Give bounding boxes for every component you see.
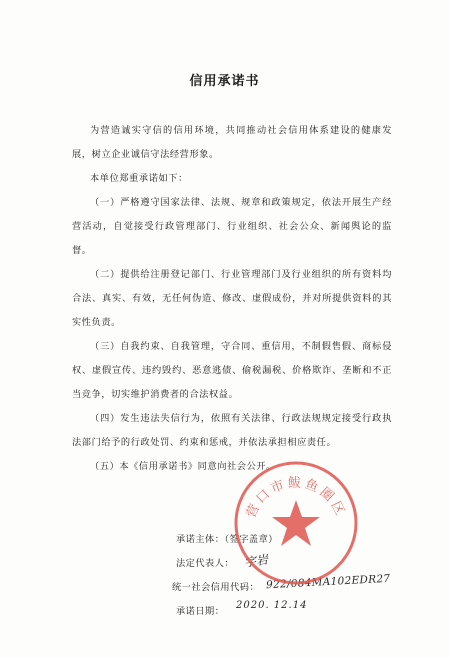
official-seal (231, 458, 361, 588)
subject-label: 承诺主体：（签字盖章） (176, 534, 278, 545)
seal-star (272, 500, 320, 546)
document-title: 信用承诺书 (189, 74, 260, 89)
seal-text: 营口市鲅鱼圈区 (243, 476, 349, 521)
intro-paragraph: 为营造诚实守信的信用环境，共同推动社会信用体系建设的健康发展，树立企业诚信守法经营形象。 (72, 125, 392, 160)
clause-5: （五）本《信用承诺书》同意向社会公开。 (90, 461, 276, 472)
handwritten-date: 2020. 12.14 (236, 600, 308, 611)
clause-1: （一）严格遵守国家法律、法规、规章和政策规定，依法开展生产经营活动，自觉接受行政管理部门、行业组织、社会公众、新闻舆论的监督。 (72, 197, 392, 256)
clause-4: （四）发生违法失信行为，依照有关法律、行政法规规定接受行政执法部门给予的行政处罚、约束和惩戒，并依法承担相应责任。 (72, 413, 392, 448)
legal-rep-label: 法定代表人： (176, 558, 235, 569)
clause-3: （三）自我约束、自我管理，守合同、重信用，不制假售假、商标侵权、虚假宣传、违约毁约、恶意逃债、偷税漏税、价格欺诈、垄断和不正当竞争，切实维护消费者的合法权益。 (72, 341, 392, 400)
handwritten-credit-code: 922/084MA102EDR27 (265, 572, 391, 592)
commitment-date-label: 承诺日期： (176, 606, 225, 617)
handwritten-signature: 字岩 (243, 552, 269, 570)
credit-code-label: 统一社会信用代码： (172, 582, 260, 593)
clause-2: （二）提供给注册登记部门、行业管理部门及行业组织的所有资料均合法、真实、有效，无任何伪造、修改、虚假成份，并对所提供资料的其实性负责。 (72, 269, 392, 328)
lead-paragraph: 本单位郑重承诺如下： (90, 173, 188, 184)
